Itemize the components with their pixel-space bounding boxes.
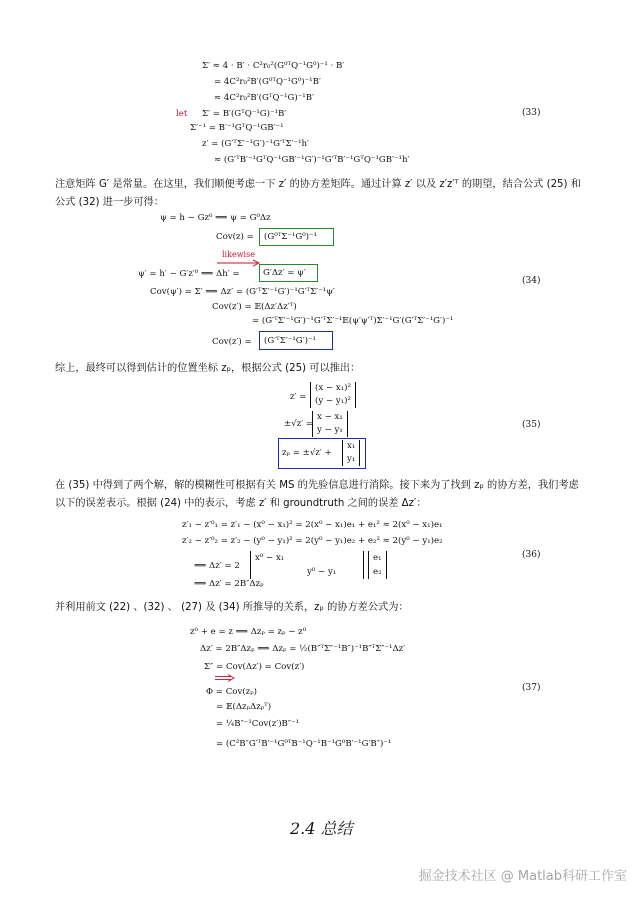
- eq36-number: (36): [522, 550, 541, 560]
- eq34-line-2-boxed: (G⁰ᵀΣ⁻¹G⁰)⁻¹: [264, 232, 317, 242]
- eq34-number: (34): [522, 276, 541, 286]
- eq35-matrix-3-row-2: y₁: [347, 454, 356, 464]
- eq37-line-4: Φ = Cov(zₚ): [206, 687, 257, 697]
- eq35-line-3: zₚ = ±√z′ +: [282, 448, 332, 458]
- likewise-label: likewise: [222, 250, 255, 259]
- eq35-matrix-1: [310, 382, 356, 408]
- eq36-line-4: ⟹ Δz′ = 2B″Δzₚ: [194, 579, 264, 589]
- eq36-matrix-row-2: y⁰ − y₁: [307, 567, 337, 577]
- eq37-line-5: = 𝔼(ΔzₚΔzₚᵀ): [216, 702, 272, 712]
- eq36-vector-row-1: e₁: [373, 553, 382, 563]
- eq36-matrix-row-1: x⁰ − x₁: [255, 553, 285, 563]
- eq33-line-3: ≈ 4C²r₀²B′(GᵀQ⁻¹G)⁻¹B′: [214, 93, 315, 103]
- eq37-line-1: z⁰ + e = z ⟹ Δzₚ = zₚ − z⁰: [190, 627, 307, 637]
- eq35-matrix-2-row-2: y − y₁: [317, 425, 343, 435]
- eq34-line-3: ψ′ = h′ − G′z′⁰ ⟹ Δh′ =: [138, 269, 240, 279]
- eq37-number: (37): [522, 683, 541, 693]
- eq35-matrix-3: [342, 440, 360, 466]
- eq36-line-2: z′₂ − z′⁰₂ = z′₂ − (y⁰ − y₁)² = 2(y⁰ − y₁)e₂ + e₂² ≈ 2(y⁰ − y₁)e₂: [182, 536, 443, 546]
- eq35-matrix-2-row-1: x − x₁: [317, 412, 343, 422]
- eq35-matrix-3-row-1: x₁: [347, 441, 356, 451]
- paragraph-3: 在 (35) 中得到了两个解，解的模糊性可根据有关 MS 的先验信息进行消除。接下来为了找到 zₚ 的协方差，我们考虑以下的误差表示。根据 (24) 中的表示，考虑 z′ 和 groundtruth 之间的误差 Δz′：: [55, 480, 579, 509]
- eq36-vector: [368, 551, 387, 579]
- eq33-line-4: Σ′ = B′(GᵀQ⁻¹G)⁻¹B′: [202, 109, 287, 119]
- eq37-line-3: Σ″ = Cov(Δz′) = Cov(z′): [204, 662, 305, 672]
- let-label: let: [176, 109, 188, 119]
- eq35-line-1: z′ =: [290, 392, 307, 402]
- eq33-line-1: Σ′ ≈ 4 · B′ · C²r₀²(G⁰ᵀQ⁻¹G⁰)⁻¹ · B′: [202, 61, 345, 71]
- eq36-line-1: z′₁ − z′⁰₁ = z′₁ − (x⁰ − x₁)² = 2(x⁰ − x₁)e₁ + e₁² ≈ 2(x⁰ − x₁)e₁: [182, 520, 443, 530]
- eq35-matrix-1-row-2: (y − y₁)²: [315, 396, 351, 406]
- eq36-line-3: ⟹ Δz′ = 2: [194, 561, 240, 571]
- eq34-line-7: Cov(z′) =: [212, 337, 252, 347]
- likewise-arrow: [215, 259, 263, 267]
- eq35-line-2: ±√z′ =: [284, 419, 314, 429]
- eq37-line-2: Δz′ = 2B″Δzₚ ⟹ Δzₚ = ½(B″ᵀΣ″⁻¹B″)⁻¹B″ᵀΣ″⁻¹Δz′: [200, 644, 406, 654]
- watermark: 掘金技术社区 @ Matlab科研工作室: [418, 869, 627, 884]
- implies-arrow: [214, 674, 236, 682]
- paragraph-2: 综上，最终可以得到估计的位置坐标 zₚ，根据公式 (25) 可以推出：: [55, 363, 361, 374]
- eq33-line-5: Σ′⁻¹ = B′⁻¹GᵀQ⁻¹GB′⁻¹: [190, 123, 284, 133]
- paragraph-1: 注意矩阵 G′ 是常量。在这里，我们顺便考虑一下 z′ 的协方差矩阵。通过计算 z′ 以及 z′z′ᵀ 的期望，结合公式 (25) 和公式 (32) 进一步可得：: [55, 179, 581, 208]
- eq34-line-2: Cov(z) =: [216, 232, 254, 242]
- eq34-line-6: = (G′ᵀΣ′⁻¹G′)⁻¹G′ᵀΣ′⁻¹𝔼(ψ′ψ′ᵀ)Σ′⁻¹G′(G′ᵀΣ′⁻¹G′)⁻¹: [252, 316, 454, 326]
- eq33-line-6: z′ = (G′ᵀΣ′⁻¹G′)⁻¹G′ᵀΣ′⁻¹h′: [202, 139, 309, 149]
- eq35-number: (35): [522, 420, 541, 430]
- eq34-line-1: ψ = h − Gz⁰ ⟹ ψ = G⁰Δz: [160, 213, 271, 223]
- eq35-matrix-2: [312, 411, 348, 437]
- section-heading: 2.4 总结: [290, 819, 353, 838]
- eq34-line-7-boxed: (G′ᵀΣ′⁻¹G′)⁻¹: [264, 336, 316, 346]
- eq33-line-7: ≈ (G′ᵀB′⁻¹GᵀQ⁻¹GB′⁻¹G′)⁻¹G′ᵀB′⁻¹GᵀQ⁻¹GB′⁻¹h′: [214, 155, 410, 165]
- eq34-line-3-boxed: G′Δz′ = ψ′: [263, 268, 306, 278]
- eq34-line-5: Cov(z′) = 𝔼(Δz′Δz′ᵀ): [212, 302, 297, 312]
- eq36-matrix: [250, 551, 364, 579]
- eq33-number: (33): [522, 108, 541, 118]
- paragraph-4: 并利用前文 (22) 、(32) 、 (27) 及 (34) 所推导的关系，zₚ 的协方差公式为：: [55, 602, 409, 613]
- eq36-vector-row-2: e₂: [373, 567, 382, 577]
- eq34-line-4: Cov(ψ′) = Σ′ ⟹ Δz′ = (G′ᵀΣ′⁻¹G′)⁻¹G′ᵀΣ′⁻¹ψ′: [150, 287, 335, 297]
- eq37-line-7: = (C²B″G′ᵀB′⁻¹G⁰ᵀB⁻¹Q⁻¹B⁻¹G⁰B′⁻¹G′B″)⁻¹: [216, 739, 392, 749]
- eq37-line-6: = ¼B″⁻¹Cov(z′)B″⁻¹: [216, 719, 300, 729]
- eq35-matrix-1-row-1: (x − x₁)²: [315, 383, 351, 393]
- eq33-line-2: = 4C²r₀²B′(G⁰ᵀQ⁻¹G⁰)⁻¹B′: [214, 77, 321, 87]
